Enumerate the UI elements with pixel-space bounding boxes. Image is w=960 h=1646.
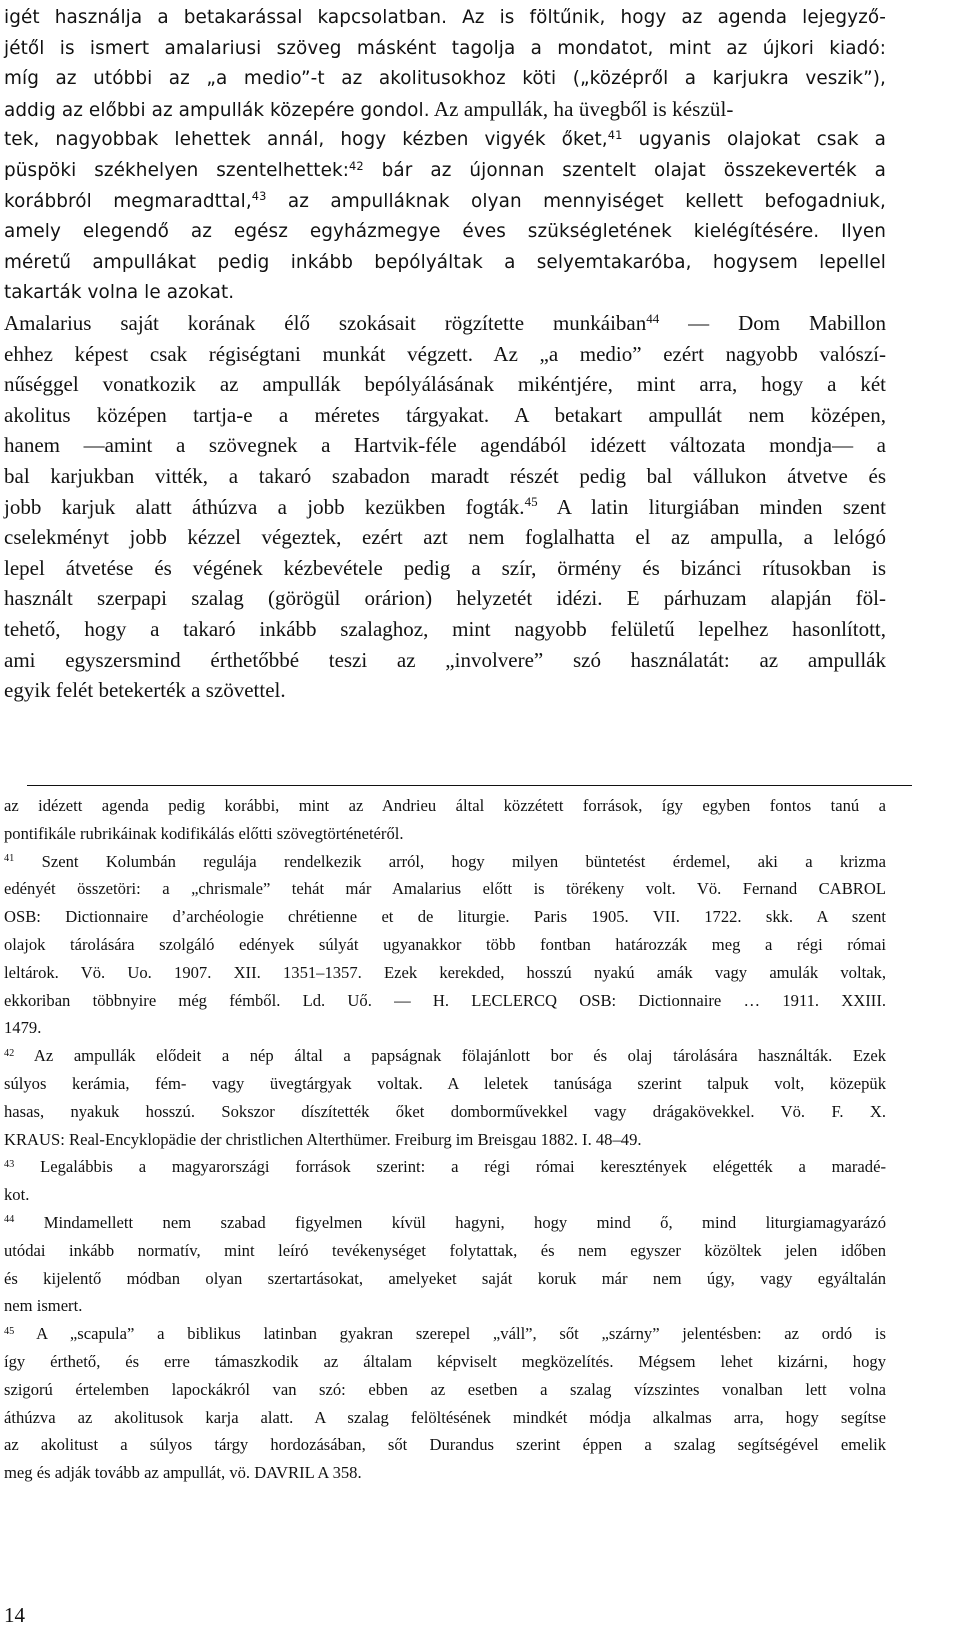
text-span: cselekményt jobb kézzel végeztek, ezért azt nem foglalhatta el az ampulla, a lelógó <box>4 525 886 550</box>
fn-line <box>4 990 886 1012</box>
main-line <box>4 463 886 490</box>
main-line <box>4 35 886 62</box>
text-span: akolitus középen tartja-e a méretes tárgyakat. A betakart ampullát nem középen, <box>4 402 886 427</box>
text-span: tehető, hogy a takaró inkább szalaghoz, mint nagyobb felületű lepelhez hasonlított, <box>4 617 886 641</box>
main-line <box>4 677 886 704</box>
text-span: 1479. <box>4 1018 42 1038</box>
main-line <box>4 4 886 31</box>
text-span: jobb karjuk alatt áthúzva a jobb kezükben fogták. <box>4 494 525 519</box>
main-line <box>4 341 886 368</box>
footnote-ref: 42 <box>349 158 364 173</box>
footnote-ref: 45 <box>4 1325 15 1337</box>
text-span: szigorú értelemben lapockákról van szó: ebben az esetben a szalag vízszintes vonalban lett volna <box>4 1379 886 1399</box>
text-span: Az ampullák elődeit a nép által a papságnak fölajánlott bor és olaj tárolására használták. Ezek <box>14 1046 886 1066</box>
fn-line <box>4 962 886 984</box>
text-span: Szent Kolumbán regulája rendelkezik arról, hogy milyen büntetést érdemel, aki a krizma <box>14 851 886 871</box>
fn-line <box>4 1073 886 1095</box>
fn-line <box>4 1379 886 1401</box>
text-span: bár az újonnan szentelt olajat összekeverték a <box>363 160 886 181</box>
footnote-ref: 43 <box>4 1158 15 1170</box>
footnote-ref: 42 <box>4 1047 15 1059</box>
fn-line <box>4 1212 886 1234</box>
fn-line <box>4 1045 886 1067</box>
main-line <box>4 249 886 276</box>
text-span: az idézett agenda pedig korábbi, mint az Andrieu által közzétett források, így egyben fontos tanú a <box>4 796 886 815</box>
text-span: áthúzva az akolitusok karja alatt. A szalag felöltésének mindkét módja alkalmas arra, hogy segítse <box>4 1407 886 1427</box>
text-span: használt szerpapi szalag (görögül orárion) helyzetét idézi. E párhuzam alapján föl- <box>4 586 886 611</box>
text-span: addig az előbbi az ampullák közepére gondol. <box>4 99 430 121</box>
fn-line <box>4 1407 886 1429</box>
text-span: A „scapula” a biblikus latinban gyakran szerepel „váll”, sőt „szárny” jelentésben: az ordó is <box>14 1324 886 1344</box>
fn-line <box>4 1434 886 1456</box>
text-span: jétől is ismert amalariusi szöveg másként tagolja a mondatot, mint az újkori kiadó: <box>4 37 886 59</box>
text-span: míg az utóbbi az „a medio”-t az akolitusokhoz köti („középről a karjukra veszik”), <box>4 68 886 90</box>
text-span: amely elegendő az egész egyházmegye éves szükségletének kielégítésére. Ilyen <box>4 221 886 243</box>
text-span: és kijelentő módban olyan szertartásokat, amelyeket saját koruk már nem úgy, vagy egyáltalán <box>4 1268 886 1288</box>
text-span: utódai inkább normatív, mint leíró tevékenységet folytattak, és nem egyszer közöltek jelen időben <box>4 1240 886 1260</box>
text-span: takarták volna le azokat. <box>4 282 235 304</box>
main-line <box>4 157 886 184</box>
fn-line <box>4 1462 886 1484</box>
footnote-ref: 44 <box>4 1214 15 1226</box>
text-span: hanem —amint a szövegnek a Hartvik-féle agendából idézett változata mondja— a <box>4 433 886 458</box>
footnote-ref: 41 <box>4 852 15 864</box>
text-span: kot. <box>4 1185 30 1205</box>
text-span: igét használja a betakarással kapcsolatban. Az is föltűnik, hogy az agenda lejegyző- <box>4 7 886 28</box>
text-span: leltárok. Vö. Uo. 1907. XII. 1351–1357. Ezek kerekded, hosszú nyakú amák vagy amulák voltak, <box>4 962 886 982</box>
main-line <box>4 555 886 582</box>
text-span: ekkoriban többnyire még fémből. Ld. Uő. — H. LECLERCQ OSB: Dictionnaire … 1911. XXIII. <box>4 990 886 1010</box>
main-line <box>4 647 886 674</box>
text-span: pontifikále rubrikáinak kodifikálás előtti szövegtörténetéről. <box>4 823 404 843</box>
main-line <box>4 371 886 398</box>
text-span: súlyos kerámia, fém- vagy üvegtárgyak voltak. A leletek tanúsága szerint talpuk volt, közepük <box>4 1074 886 1093</box>
main-line <box>4 218 886 245</box>
main-line <box>4 310 886 337</box>
main-line <box>4 524 886 551</box>
footnote-ref: 43 <box>251 189 267 204</box>
main-line <box>4 126 886 153</box>
fn-line <box>4 1017 886 1039</box>
footnote-ref: 44 <box>646 310 660 326</box>
fn-line <box>4 1351 886 1373</box>
fn-line <box>4 1156 886 1178</box>
text-span: nűséggel vonatkozik az ampullák bepólyálásának mikéntjére, mint arra, hogy a két <box>4 372 886 397</box>
fn-line <box>4 1295 886 1317</box>
fn-line <box>4 906 886 928</box>
text-span: tek, nagyobbak lehettek annál, hogy kézben vigyék őket, <box>4 129 608 151</box>
main-line <box>4 616 886 643</box>
text-span: így érthető, és erre támaszkodik az általam képviselt megközelítés. Mégsem lehet kizárni, hogy <box>4 1352 886 1371</box>
text-span: ami egyszersmind érthetőbbé teszi az „involvere” szó használatát: az ampullák <box>4 647 886 672</box>
fn-line <box>4 1323 886 1345</box>
fn-line <box>4 1184 886 1206</box>
main-line <box>4 585 886 612</box>
text-span: A latin liturgiában minden szent <box>537 494 886 519</box>
fn-line <box>4 1101 886 1123</box>
text-span: hasas, nyakuk hosszú. Sokszor díszítették őket domborművekkel vagy drágakövekkel. Vö. F. X. <box>4 1101 886 1121</box>
footnote-separator <box>27 785 912 786</box>
text-span: bal karjukban vitték, a takaró szabadon maradt részét pedig bal vállukon átvetve és <box>4 464 886 488</box>
main-line <box>4 65 886 92</box>
fn-line <box>4 1268 886 1290</box>
fn-line <box>4 851 886 873</box>
text-span: ehhez képest csak régiségtani munkát végzett. Az „a medio” ezért nagyobb valószí- <box>4 341 886 366</box>
text-span: meg és adják tovább az ampullát, vö. DAVRIL A 358. <box>4 1463 362 1483</box>
text-span: Mindamellett nem szabad figyelmen kívül hagyni, hogy mind ő, mind liturgiamagyarázó <box>14 1213 886 1232</box>
page-number: 14 <box>4 1603 25 1627</box>
fn-line <box>4 823 886 845</box>
text-span: méretű ampullákat pedig inkább bepólyáltak a selyemtakaróba, hogysem lepellel <box>4 251 886 273</box>
fn-line <box>4 878 886 900</box>
text-span: Az ampullák, ha üvegből is készül- <box>429 96 734 121</box>
text-span: egyik felét betekerték a szövettel. <box>4 678 286 703</box>
fn-line <box>4 1240 886 1262</box>
text-span: az ampulláknak olyan mennyiséget kellett befogadniuk, <box>266 190 887 212</box>
text-span: edényét összetöri: a „chrismale” tehát már Amalarius előtt is törékeny volt. Vö. Fernand CABROL <box>4 879 886 899</box>
text-span: Amalarius saját korának élő szokásait rögzítette munkáiban <box>4 311 647 335</box>
footnote-ref: 45 <box>524 494 538 510</box>
main-line <box>4 188 886 215</box>
main-line <box>4 279 886 306</box>
text-span: KRAUS: Real-Encyklopädie der christlichen Alterthümer. Freiburg im Breisgau 1882. I. 48–49. <box>4 1129 642 1149</box>
text-span: OSB: Dictionnaire d’archéologie chrétienne et de liturgie. Paris 1905. VII. 1722. skk. A szent <box>4 907 886 927</box>
text-span: az akolitust a súlyos tárgy hordozásában, sőt Durandus szerint éppen a szalag segítségével emelik <box>4 1435 886 1455</box>
text-span: olajok tárolására szolgáló edények súlyát ugyanakkor több fontban határozzák meg a régi római <box>4 935 886 954</box>
main-line <box>4 402 886 429</box>
text-span: ugyanis olajokat csak a <box>622 129 887 151</box>
main-line <box>4 96 886 124</box>
fn-line <box>4 1129 886 1151</box>
text-span: lepel átvetése és végének kézbevétele pedig a szír, örmény és bizánci rítusokban is <box>4 555 886 580</box>
footnote-ref: 41 <box>607 128 623 143</box>
text-span: püspöki székhelyen szentelhettek: <box>4 160 350 181</box>
text-span: Legalábbis a magyarországi források szerint: a régi római keresztények elégették a maradé- <box>14 1157 886 1177</box>
text-span: — Dom Mabillon <box>659 311 886 335</box>
text-span: korábbról megmaradttal, <box>4 190 252 212</box>
text-span: nem ismert. <box>4 1296 83 1316</box>
fn-line <box>4 934 886 956</box>
main-line <box>4 432 886 459</box>
fn-line <box>4 795 886 817</box>
main-line <box>4 494 886 521</box>
